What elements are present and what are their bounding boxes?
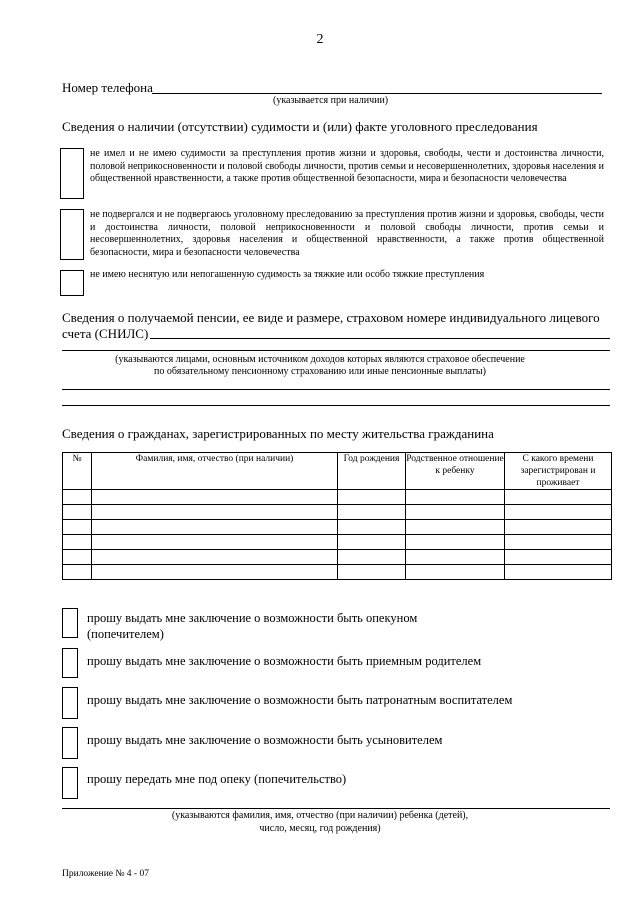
request-1-text: прошу выдать мне заключение о возможности быть опекуном (попечителем) <box>87 611 418 641</box>
request-5-checkbox[interactable] <box>62 767 78 799</box>
pension-line[interactable] <box>62 350 610 351</box>
phone-hint: (указывается при наличии) <box>273 95 389 106</box>
request-3-checkbox[interactable] <box>62 687 78 719</box>
column-header-registered-since: С какого времени зарегистрирован и проживает <box>505 453 612 490</box>
table-row[interactable] <box>63 490 612 505</box>
appendix-footer: Приложение № 4 - 07 <box>62 869 149 879</box>
table-row[interactable] <box>63 565 612 580</box>
request-5-text: прошу передать мне под опеку (попечительство) <box>87 772 347 786</box>
column-header-birth-year: Год рождения <box>338 453 406 490</box>
criminal-option-3-text: не имею неснятую или непогашенную судимость за тяжкие или особо тяжкие преступления <box>90 269 485 280</box>
phone-label: Номер телефона <box>62 80 153 95</box>
criminal-record-heading: Сведения о наличии (отсутствии) судимости и (или) факте уголовного преследования <box>62 119 538 134</box>
registered-table <box>62 452 612 580</box>
column-header-full-name: Фамилия, имя, отчество (при наличии) <box>92 453 338 490</box>
pension-heading-line1: Сведения о получаемой пенсии, ее виде и размере, страховом номере индивидуального лицевого <box>62 310 600 325</box>
request-4-checkbox[interactable] <box>62 727 78 759</box>
table-row[interactable] <box>63 520 612 535</box>
child-hint-line1: (указываются фамилия, имя, отчество (при наличии) ребенка (детей), <box>171 810 469 821</box>
registered-heading: Сведения о гражданах, зарегистрированных по месту жительства гражданина <box>62 426 494 441</box>
criminal-option-1-text: не имел и не имею судимости за преступления против жизни и здоровья, свободы, чести и достоинства личности, половой неприкосновенности и половой свободы личности, против семьи и несовершеннолетних, здоровья населения и общественной нравственности, а также против общественной безопасности, мира и безопасности человечества <box>90 148 604 185</box>
column-header-relationship: Родственное отношение к ребенку <box>406 453 505 490</box>
phone-field[interactable] <box>152 93 602 94</box>
table-row[interactable] <box>63 505 612 520</box>
snils-field[interactable] <box>150 338 610 339</box>
request-1-checkbox[interactable] <box>62 608 78 638</box>
criminal-option-3-checkbox[interactable] <box>60 270 84 296</box>
request-4-text: прошу выдать мне заключение о возможности быть усыновителем <box>87 733 443 747</box>
criminal-option-1-checkbox[interactable] <box>60 148 84 199</box>
column-header-number: № <box>63 453 92 490</box>
request-2-text: прошу выдать мне заключение о возможности быть приемным родителем <box>87 654 482 668</box>
pension-heading-line2: счета (СНИЛС) <box>62 326 149 341</box>
criminal-option-2-text: не подвергался и не подвергаюсь уголовному преследованию за преступления против жизни и здоровья, свободы, чести и достоинства личности, половой неприкосновенности и половой свободы личности, против семьи и несовершеннолетних, здоровья населения и общественной нравственности, а также против общественной безопасности, мира и безопасности человечества <box>90 209 604 258</box>
table-row[interactable] <box>63 550 612 565</box>
child-info-field[interactable] <box>62 808 610 809</box>
request-2-checkbox[interactable] <box>62 648 78 678</box>
request-3-text: прошу выдать мне заключение о возможности быть патронатным воспитателем <box>87 693 513 707</box>
criminal-option-2-checkbox[interactable] <box>60 209 84 260</box>
pension-hint-line1: (указываются лицами, основным источником доходов которых являются страховое обеспечение <box>115 354 525 365</box>
table-row[interactable] <box>63 535 612 550</box>
page-number: 2 <box>316 32 324 47</box>
child-hint-line2: число, месяц, год рождения) <box>259 823 381 834</box>
pension-line[interactable] <box>62 405 610 406</box>
pension-hint-line2: по обязательному пенсионному страхованию или иные пенсионные выплаты) <box>154 366 486 377</box>
pension-line[interactable] <box>62 389 610 390</box>
